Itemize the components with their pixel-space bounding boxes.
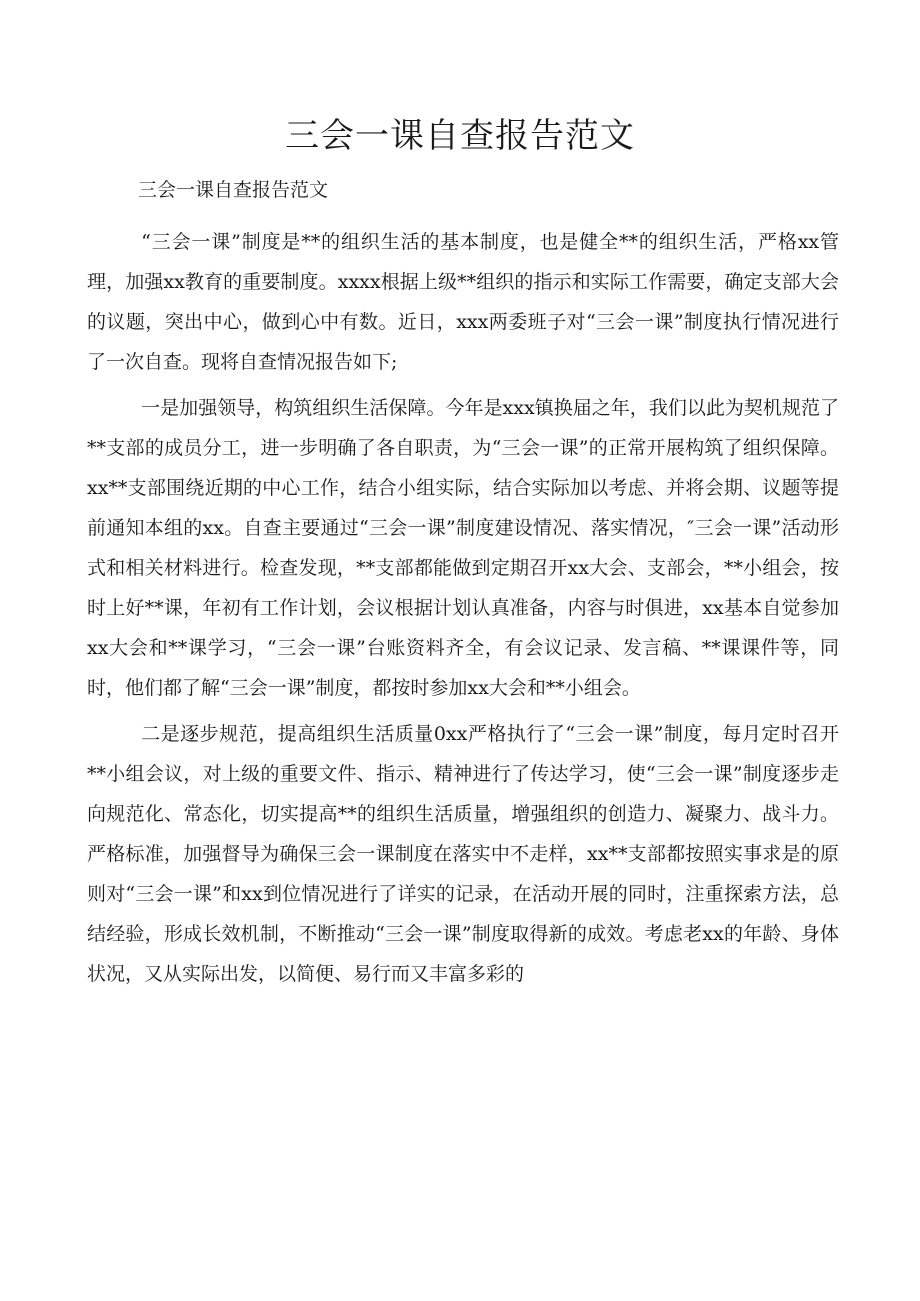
document-body <box>87 222 839 994</box>
document-title: 三会一课自查报告范文 <box>285 116 635 156</box>
paragraph-section-two: 二是逐步规范，提高组织生活质量0xx严格执行了“三会一课”制度，每月定时召开**小组会议，对上级的重要文件、指示、精神进行了传达学习，使“三会一课”制度逐步走向规范化、常态化，切实提高**的组织生活质量，增强组织的创造力、凝聚力、战斗力。严格标准，加强督导为确保三会一课制度在落实中不走样，xx**支部都按照实事求是的原则对“三会一课”和xx到位情况进行了详实的记录，在活动开展的同时，注重探索方法，总结经验，形成长效机制，不断推动“三会一课”制度取得新的成效。考虑老xx的年龄、身体状况，又从实际出发，以简便、易行而又丰富多彩的 <box>87 723 839 985</box>
paragraph-section-one: 一是加强领导，构筑组织生活保障。今年是xxx镇换届之年，我们以此为契机规范了**支部的成员分工，进一步明确了各自职责，为“三会一课”的正常开展构筑了组织保障。xx**支部围绕近期的中心工作，结合小组实际，结合实际加以考虑、并将会期、议题等提前通知本组的xx。自查主要通过“三会一课”制度建设情况、落实情况，″三会一课”活动形式和相关材料进行。检查发现，**支部都能做到定期召开xx大会、支部会，**小组会，按时上好**课，年初有工作计划，会议根据计划认真准备，内容与时俱进，xx基本自觉参加xx大会和**课学习，“三会一课”台账资料齐全，有会议记录、发言稿、**课课件等，同时，他们都了解“三会一课”制度，都按时参加xx大会和**小组会。 <box>87 397 839 699</box>
document-subtitle: 三会一课自查报告范文 <box>138 179 329 201</box>
paragraph-intro: “三会一课”制度是**的组织生活的基本制度，也是健全**的组织生活，严格xx管理，加强xx教育的重要制度。xxxx根据上级**组织的指示和实际工作需要，确定支部大会的议题，突出中心，做到心中有数。近日，xxx两委班子对“三会一课”制度执行情况进行了一次自查。现将自查情况报告如下; <box>87 231 839 373</box>
